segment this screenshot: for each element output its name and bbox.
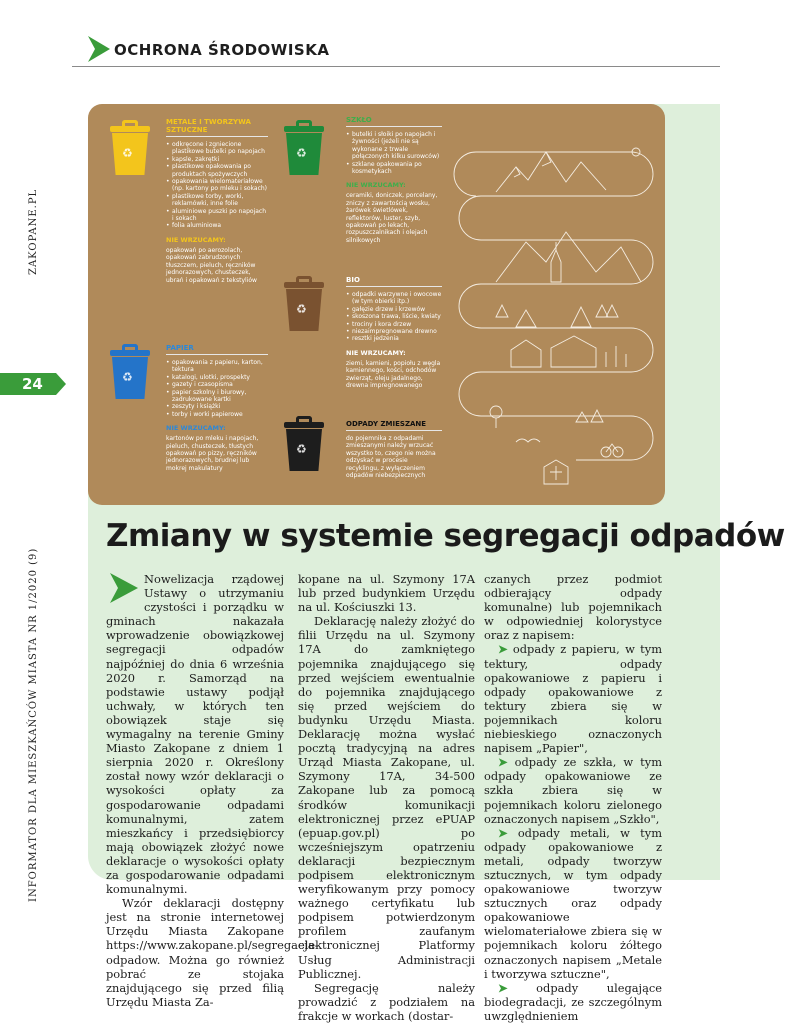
article-column-1	[106, 572, 319, 1009]
list-item: • torby i worki papierowe	[166, 411, 268, 418]
list-item: • trociny i kora drzew	[346, 321, 442, 328]
list-item: • gałęzie drzew i krzewów	[346, 306, 442, 313]
list-item: • zeszyty i książki	[166, 403, 268, 410]
list-item: • folia aluminiowa	[166, 222, 268, 229]
page-number: 24	[22, 375, 43, 393]
sidebar-site-label: ZAKOPANE.PL	[28, 188, 39, 275]
list-item: • katalogi, ulotki, prospekty	[166, 374, 268, 381]
category-title: BIO	[346, 276, 442, 287]
paragraph: kopane na ul. Szymony 17A lub przed budynkiem Urzędu na ul. Kościuszki 13.	[298, 572, 475, 615]
blue-bin-icon: ♻	[110, 344, 150, 400]
category-metal-plastic	[166, 118, 268, 284]
list-item: • kapsle, zakrętki	[166, 156, 268, 163]
list-item: • aluminiowe puszki po napojach i sokach	[166, 208, 268, 223]
article-headline: Zmiany w systemie segregacji odpadów	[106, 518, 785, 554]
list-item: • resztki jedzenia	[346, 335, 442, 342]
list-item: • papier szkolny i biurowy, zadrukowane kartki	[166, 389, 268, 404]
exclusions-text: ceramiki, doniczek, porcelany, zniczy z zawartością wosku, żarówek świetlówek, reflektorów, luster, szyb, opakowań po lekach, rozpuszczalnikach i olejach silnikowych	[346, 192, 438, 244]
article-column-2	[298, 572, 475, 1023]
list-item: • opakowania wielomateriałowe (np. kartony po mleku i sokach)	[166, 178, 268, 193]
exclusions-title: NIE WRZUCAMY:	[346, 348, 406, 357]
list-item: • odpadki warzywne i owocowe (w tym obierki itp.)	[346, 291, 442, 306]
list-item: • plastikowe torby, worki, reklamówki, inne folie	[166, 193, 268, 208]
category-title: METALE I TWORZYWA SZTUCZNE	[166, 118, 268, 137]
arrow-bullet-icon: ➤	[498, 980, 508, 995]
list-item: ➤ odpady ze szkła, w tym odpady opakowaniowe ze szkła zbiera się w pojemnikach koloru zielonego oznaczonych napisem „Szkło",	[484, 755, 663, 826]
list-item: • odkręcone i zgniecione plastikowe butelki po napojach	[166, 141, 268, 156]
exclusions-text: opakowań po aerozolach, opakowań zabrudzonych tłuszczem, pieluch, ręczników jednorazowych, chusteczek, ubrań i opakowań z tekstyliów	[166, 246, 257, 284]
mountain-town-illustration	[456, 122, 656, 492]
arrow-bullet-icon: ➤	[498, 642, 508, 657]
section-title: OCHRONA ŚRODOWISKA	[114, 41, 330, 59]
waste-segregation-infographic	[88, 104, 665, 505]
category-title: SZKŁO	[346, 116, 442, 127]
category-list	[346, 291, 442, 343]
green-bin-icon: ♻	[284, 120, 324, 176]
chevron-right-icon	[88, 36, 110, 62]
section-header	[72, 34, 720, 68]
black-bin-icon: ♻	[284, 416, 324, 472]
page-number-badge	[0, 373, 64, 395]
list-item: • gazety i czasopisma	[166, 381, 268, 388]
category-title: ODPADY ZMIESZANE	[346, 420, 442, 431]
article-column-3	[484, 572, 662, 1023]
category-description: do pojemnika z odpadami zmieszanymi należy wrzucać wszystko to, czego nie można odzyskać w procesie recyklingu, z wyłączeniem odpadów niebezpiecznych	[346, 435, 436, 480]
arrow-bullet-icon: ➤	[498, 825, 508, 840]
exclusions-title: NIE WRZUCAMY:	[166, 424, 226, 433]
category-glass	[346, 116, 442, 244]
exclusions-title: NIE WRZUCAMY:	[346, 181, 406, 190]
category-bio	[346, 276, 442, 389]
category-mixed	[346, 420, 442, 479]
paragraph: Deklarację należy złożyć do filii Urzędu na ul. Szymony 17A do zamkniętego pojemnika znajdującego się przed wejściem ewentualnie do pojemnika znajdującego się przed wejściem do budynku Urzędu Miasta. Deklarację można wysłać pocztą tradycyjną na adres Urząd Miasta Zakopane, ul. Szymony 17A, 34-500 Zakopane lub za pomocą środków komunikacji elektronicznej przez ePUAP (epuap.gov.pl) po wcześniejszym opatrzeniu deklaracji bezpiecznym podpisem elektronicznym weryfikowanym przy pomocy ważnego certyfikatu lub podpisem potwierdzonym profilem zaufanym elektronicznej Platformy Usług Administracji Publicznej.	[298, 614, 475, 981]
list-item: • opakowania z papieru, karton, tektura	[166, 359, 268, 374]
list-item: • skoszona trawa, liście, kwiaty	[346, 313, 442, 320]
category-list	[166, 359, 268, 418]
brown-bin-icon: ♻	[284, 276, 324, 332]
list-item: ➤ odpady metali, w tym odpady opakowaniowe z metali, odpady tworzyw sztucznych, w tym odpady opakowaniowe tworzyw sztucznych oraz odpady opakowaniowe wielomateriałowe zbiera się w pojemnikach koloru żółtego oznaczonych napisem „Metale i tworzywa sztuczne",	[484, 825, 662, 981]
paragraph: Segregację należy prowadzić z podziałem na frakcje w workach (dostar-	[298, 980, 475, 1023]
category-title: PAPIER	[166, 344, 268, 355]
arrow-bullet-icon: ➤	[498, 755, 508, 770]
exclusions-title: NIE WRZUCAMY:	[166, 235, 226, 244]
yellow-bin-icon: ♻	[110, 120, 150, 176]
list-item: ➤ odpady z papieru, w tym tektury, odpady opakowaniowe z papieru i odpady opakowaniowe z tektury zbiera się w pojemnikach koloru niebieskiego oznaczonych napisem „Papier",	[484, 642, 662, 756]
list-item: ➤ odpady ulegające biodegradacji, ze szczególnym uwzględnieniem	[484, 980, 662, 1023]
paragraph: Nowelizacja rządowej Ustawy o utrzymaniu czystości i porządku w gminach nakazała wprowadzenie obowiązkowej segregacji odpadów najpóźniej do dnia 6 września 2020 r. Samorząd na podstawie ustawy podjął uchwały, w których ten obowiązek staje się wymagalny na terenie Gminy Miasto Zakopane z dniem 1 sierpnia 2020 r. Określony został nowy wzór deklaracji o wysokości opłaty za gospodarowanie odpadami komunalnymi, zatem mieszkańcy i przedsiębiorcy mają obowiązek złożyć nowe deklaracje o wysokości opłaty za gospodarowanie odpadami komunalnymi.	[106, 572, 284, 897]
category-list	[166, 141, 268, 230]
paragraph: Wzór deklaracji dostępny jest na stronie internetowej Urzędu Miasta Zakopane https://www.zakopane.pl/segregacja-odpadow. Można go również pobrać ze stojaka znajdującego się przed filią Urzędu Miasta Za-	[106, 896, 319, 1009]
list-item: • szklane opakowania po kosmetykach	[346, 161, 442, 176]
list-item: • plastikowe opakowania po produktach spożywczych	[166, 163, 268, 178]
chevron-right-icon	[106, 573, 140, 603]
sidebar-publication-label: INFORMATOR DLA MIESZKAŃCÓW MIASTA NR 1/2020 (9)	[28, 547, 39, 902]
category-list	[346, 131, 442, 175]
exclusions-text: kartonów po mleku i napojach, pieluch, chusteczek, tłustych opakowań po pizzy, ręczników jednorazowych, brudnej lub mokrej makulatury	[166, 435, 259, 472]
list-item: • butelki i słoiki po napojach i żywności (jeżeli nie są wykonane z trwale połączonych kilku surowców)	[346, 131, 442, 161]
category-paper	[166, 344, 268, 472]
list-item: • niezaimpregnowane drewno	[346, 328, 442, 335]
paragraph: czanych przez podmiot odbierający odpady komunalne) lub pojemnikach w odpowiedniej kolorystyce oraz z napisem:	[484, 572, 662, 643]
exclusions-text: ziemi, kamieni, popiołu z węgla kamiennego, kości, odchodów zwierząt, oleju jadalnego, drewna impregnowanego	[346, 359, 441, 390]
header-divider	[72, 66, 720, 67]
